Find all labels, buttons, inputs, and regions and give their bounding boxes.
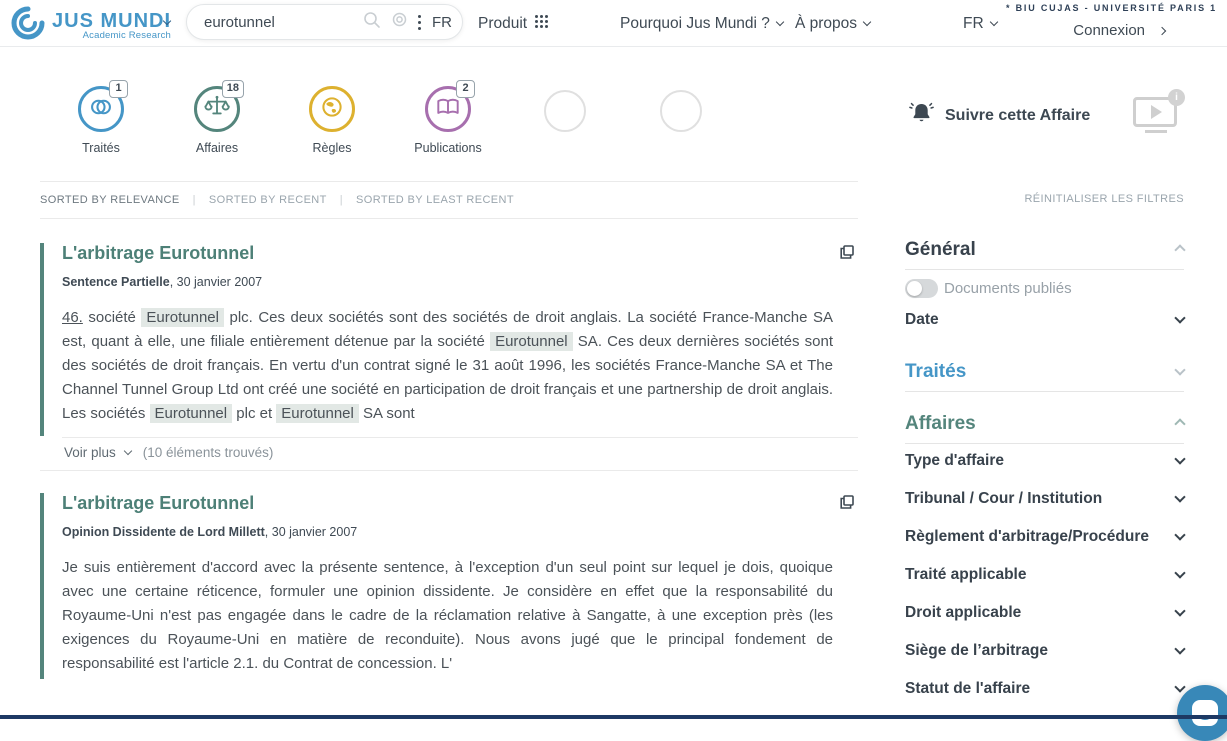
reset-filters-button[interactable]: RÉINITIALISER LES FILTRES [1024,193,1184,205]
nav-pourquoi-label: Pourquoi Jus Mundi ? [620,14,770,32]
chevron-down-icon [1174,364,1185,375]
divider [40,181,858,182]
sort-options: SORTED BY RELEVANCE | SORTED BY RECENT | SORTED BY LEAST RECENT [40,194,515,206]
info-icon: i [1168,89,1185,106]
follow-case-button[interactable] [908,100,1090,131]
filter-tribunal-cour-institution[interactable] [905,490,1184,508]
bell-icon [908,100,935,131]
nav-a-propos[interactable] [795,0,870,47]
institution-banner: * BIU CUJAS - UNIVERSITÉ PARIS 1 [1006,3,1217,13]
category-affaires[interactable] [167,82,267,155]
result-doc-info [62,525,357,539]
chevron-down-icon [1174,312,1185,323]
voir-plus-button[interactable] [64,445,131,460]
jus-mundi-logo[interactable] [10,5,171,46]
filter-traite-applicable[interactable] [905,566,1184,584]
publications-label: Publications [414,141,482,155]
chat-widget-button[interactable] [1177,685,1227,741]
filter-reglement-arbitrage[interactable] [905,528,1184,546]
jus-mundi-logo-icon [10,5,46,46]
documents-publies-label: Documents publiés [944,280,1072,297]
chevron-down-icon [1174,567,1185,578]
traites-label: Traités [82,141,120,155]
filter-label: Règlement d'arbitrage/Procédure [905,528,1150,545]
section-traites-label: Traités [905,361,967,382]
documents-publies-toggle[interactable] [905,279,938,298]
elements-found-note: (10 éléments trouvés) [142,445,274,460]
logo-title: JUS MUNDI [52,9,172,32]
filter-date[interactable] [905,311,1184,329]
result-excerpt: 46. société Eurotunnel plc. Ces deux sociétés sont des sociétés de droit anglais. La société France-Manche SA est, quant à elle, une filiale entièrement détenue par la société Eurotunnel SA. Ces deux dernières sociétés sont des sociétés de droit français. En vertu d'un contrat signé le 31 août 1996, les sociétés France-Manche SA et The Channel Tunnel Group Ltd ont créé une société en participation de droit français et une partnership de droit anglais. Les sociétés Eurotunnel plc et Eurotunnel SA sont [62,309,833,422]
chevron-down-icon [863,17,871,25]
result-accent-bar [40,243,44,436]
category-empty-1 [515,90,615,132]
filter-section-general[interactable] [905,239,1184,261]
filter-label: Tribunal / Cour / Institution [905,490,1103,507]
logo-subtitle: Academic Research [82,29,172,41]
divider [905,269,1184,270]
affaires-label: Affaires [195,141,239,155]
filter-statut-affaire[interactable] [905,680,1184,698]
chevron-down-icon [124,446,132,454]
filter-siege-arbitrage[interactable] [905,642,1184,660]
result-accent-bar [40,493,44,679]
doc-type: Sentence Partielle [62,275,170,289]
search-icon[interactable] [363,11,381,34]
filter-droit-applicable[interactable] [905,604,1184,622]
result-title[interactable]: L'arbitrage Eurotunnel [62,493,255,513]
connexion-label: Connexion [1073,22,1145,39]
copy-icon[interactable] [840,245,854,264]
chat-icon [1192,700,1218,726]
chevron-down-icon [1174,681,1185,692]
divider [905,443,1184,444]
category-traites[interactable] [51,82,151,155]
regles-label: Règles [312,141,352,155]
divider [905,391,1184,392]
category-publications[interactable] [398,82,498,155]
category-empty-2 [631,90,731,132]
top-navbar [0,0,1227,47]
doc-date: , 30 janvier 2007 [264,525,358,539]
connexion-link[interactable] [1073,22,1165,39]
filter-label: Type d'affaire [905,452,1005,469]
chevron-up-icon [1174,244,1185,255]
affaires-count-badge: 18 [222,80,244,98]
divider [40,470,858,471]
sort-by-least-recent[interactable]: SORTED BY LEAST RECENT [356,194,515,206]
section-general-label: Général [905,239,976,260]
filter-section-traites[interactable] [905,361,1184,383]
tutorial-video-button[interactable] [1133,92,1179,133]
chevron-up-icon [1174,418,1185,429]
doc-type: Opinion Dissidente de Lord Millett [62,525,265,539]
chevron-down-icon [1174,529,1185,540]
search-bar[interactable] [186,4,463,40]
nav-apropos-label: À propos [795,14,858,32]
copy-icon[interactable] [840,495,854,514]
result-excerpt: Je suis entièrement d'accord avec la présente sentence, à l'exception d'un seul point sur lequel je dois, quoique avec une certaine réticence, formuler une opinion dissidente. Je considère en effet que la responsabilité du Royaume-Uni n'est pas engagée dans le cadre de la réclamation relative à Sangatte, à une exception près (les exigences du Royaume-Uni en matière de reconduite). Nous avons jugé que le principal fondement de responsabilité est l'article 2.1. du Contrat de concession. L' [62,559,833,672]
nav-pourquoi-jus-mundi[interactable] [620,0,783,47]
sort-by-relevance[interactable]: SORTED BY RELEVANCE [40,194,180,206]
voir-plus-row [64,445,273,460]
language-selector[interactable] [963,0,997,47]
chevron-down-icon [989,17,997,25]
search-language-toggle[interactable]: FR [432,13,452,31]
sort-by-recent[interactable]: SORTED BY RECENT [208,194,327,206]
category-regles[interactable] [282,86,382,155]
chevron-down-icon [1174,605,1185,616]
filter-date-label: Date [905,311,939,328]
result-doc-info [62,275,262,289]
apps-grid-icon [534,14,549,34]
chevron-down-icon [1174,491,1185,502]
nav-produit-label: Produit [478,14,528,32]
filter-section-affaires[interactable] [905,413,1184,435]
doc-date: , 30 janvier 2007 [169,275,263,289]
precision-search-icon[interactable] [392,12,407,32]
result-title[interactable]: L'arbitrage Eurotunnel [62,243,255,263]
filter-label: Siège de l’arbitrage [905,642,1048,659]
filter-label: Statut de l'affaire [905,680,1031,697]
filter-label: Traité applicable [905,566,1027,583]
follow-case-label: Suivre cette Affaire [945,106,1091,124]
divider [40,218,858,219]
voir-plus-label: Voir plus [64,445,116,460]
bottom-edge-bar [0,715,1227,719]
filter-label: Droit applicable [905,604,1022,621]
nav-produit[interactable] [478,0,549,47]
traites-count-badge: 1 [109,80,128,98]
search-options-kebab-icon[interactable] [418,15,421,30]
publications-count-badge: 2 [456,80,475,98]
chevron-down-icon [1174,643,1185,654]
chevron-right-icon [1158,26,1166,34]
divider [62,437,858,438]
globe-icon [318,93,346,126]
search-input[interactable] [204,14,334,31]
section-affaires-label: Affaires [905,413,976,434]
language-selector-label: FR [963,14,984,32]
filter-type-affaire[interactable] [905,452,1184,470]
chevron-down-icon [776,17,784,25]
chevron-down-icon [1174,453,1185,464]
